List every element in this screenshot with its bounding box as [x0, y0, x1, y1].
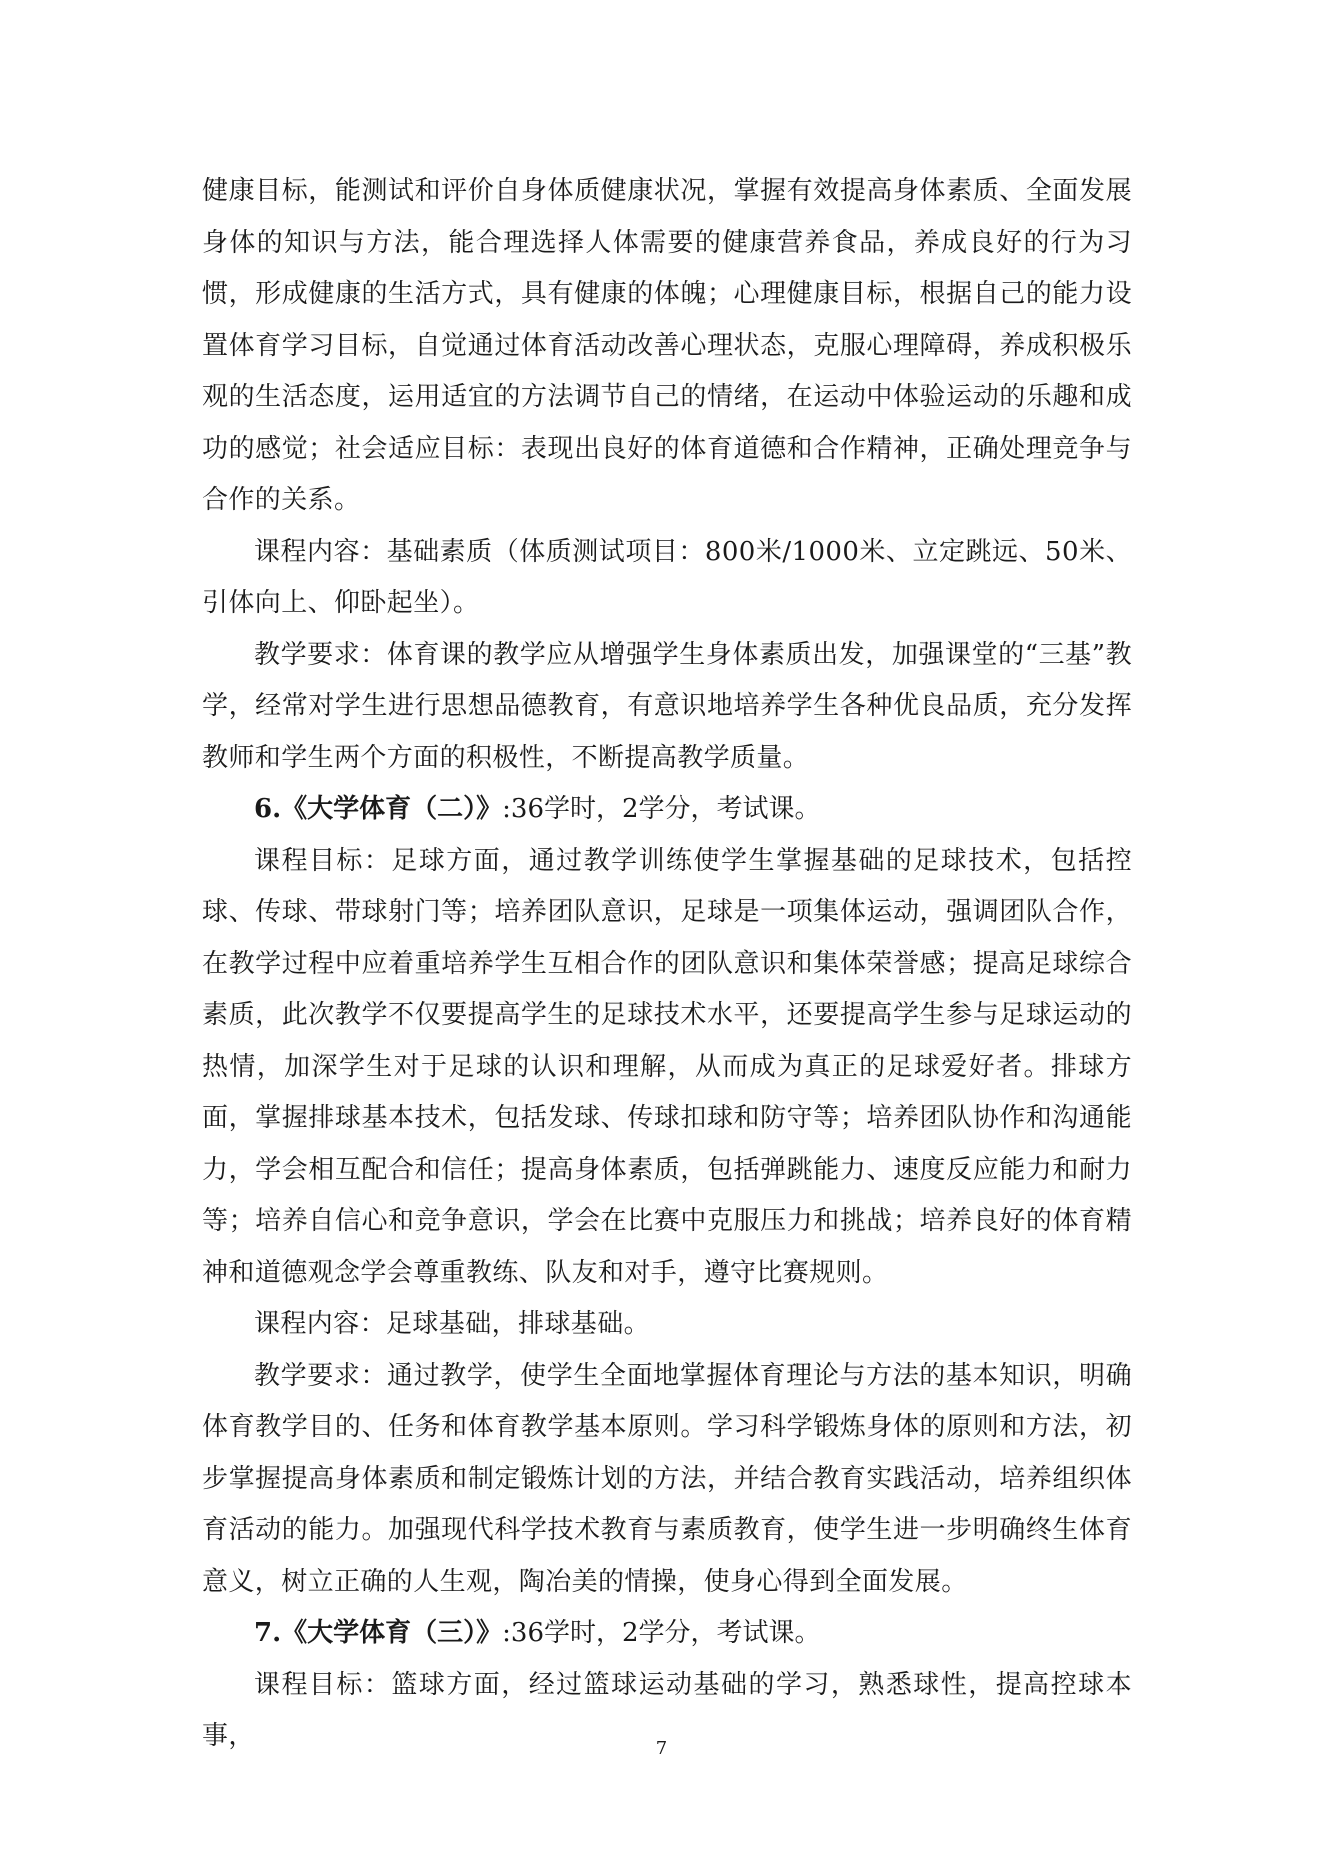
- paragraph-course-content-1: 课程内容：基础素质（体质测试项目：800米/1000米、立定跳远、50米、引体向上、仰卧起坐）。: [202, 536, 1132, 618]
- heading-course-7: [202, 1608, 1132, 1660]
- paragraph-course-content-6: 课程内容：足球基础，排球基础。: [254, 1309, 651, 1339]
- paragraph-teaching-requirements-6: 教学要求：通过教学，使学生全面地掌握体育理论与方法的基本知识，明确体育教学目的、任务和体育教学基本原则。学习科学锻炼身体的原则和方法，初步掌握提高身体素质和制定锻炼计划的方法，并结合教育实践活动，培养组织体育活动的能力。加强现代科学技术教育与素质教育，使学生进一步明确终生体育意义，树立正确的人生观，陶冶美的情操，使身心得到全面发展。: [202, 1360, 1132, 1597]
- heading-course-6-title: 6.《大学体育（二）》: [254, 794, 503, 824]
- page-number: 7: [655, 1738, 668, 1759]
- document-body: [202, 166, 1132, 1763]
- paragraph-course-goals-7: 课程目标：篮球方面，经过篮球运动基础的学习，熟悉球性，提高控球本事，: [202, 1669, 1132, 1751]
- heading-course-6: [202, 784, 1132, 836]
- paragraph-course-goals-6: 课程目标：足球方面，通过教学训练使学生掌握基础的足球技术，包括控球、传球、带球射门等；培养团队意识，足球是一项集体运动，强调团队合作，在教学过程中应着重培养学生互相合作的团队意识和集体荣誉感；提高足球综合素质，此次教学不仅要提高学生的足球技术水平，还要提高学生参与足球运动的热情，加深学生对于足球的认识和理解，从而成为真正的足球爱好者。排球方面，掌握排球基本技术，包括发球、传球扣球和防守等；培养团队协作和沟通能力，学会相互配合和信任；提高身体素质，包括弹跳能力、速度反应能力和耐力等；培养自信心和竞争意识，学会在比赛中克服压力和挑战；培养良好的体育精神和道德观念学会尊重教练、队友和对手，遵守比赛规则。: [202, 845, 1132, 1288]
- heading-course-7-info: :36学时，2学分，考试课。: [502, 1618, 821, 1648]
- paragraph-health-goals: 健康目标，能测试和评价自身体质健康状况，掌握有效提高身体素质、全面发展身体的知识与方法，能合理选择人体需要的健康营养食品，养成良好的行为习惯，形成健康的生活方式，具有健康的体魄；心理健康目标，根据自己的能力设置体育学习目标，自觉通过体育活动改善心理状态，克服心理障碍，养成积极乐观的生活态度，运用适宜的方法调节自己的情绪，在运动中体验运动的乐趣和成功的感觉；社会适应目标：表现出良好的体育道德和合作精神，正确处理竞争与合作的关系。: [202, 176, 1132, 515]
- heading-course-6-info: :36学时，2学分，考试课。: [502, 794, 821, 824]
- heading-course-7-title: 7.《大学体育（三）》: [254, 1618, 503, 1648]
- paragraph-teaching-requirements-1: 教学要求：体育课的教学应从增强学生身体素质出发，加强课堂的“三基”教学，经常对学生进行思想品德教育，有意识地培养学生各种优良品质，充分发挥教师和学生两个方面的积极性，不断提高教学质量。: [202, 639, 1132, 773]
